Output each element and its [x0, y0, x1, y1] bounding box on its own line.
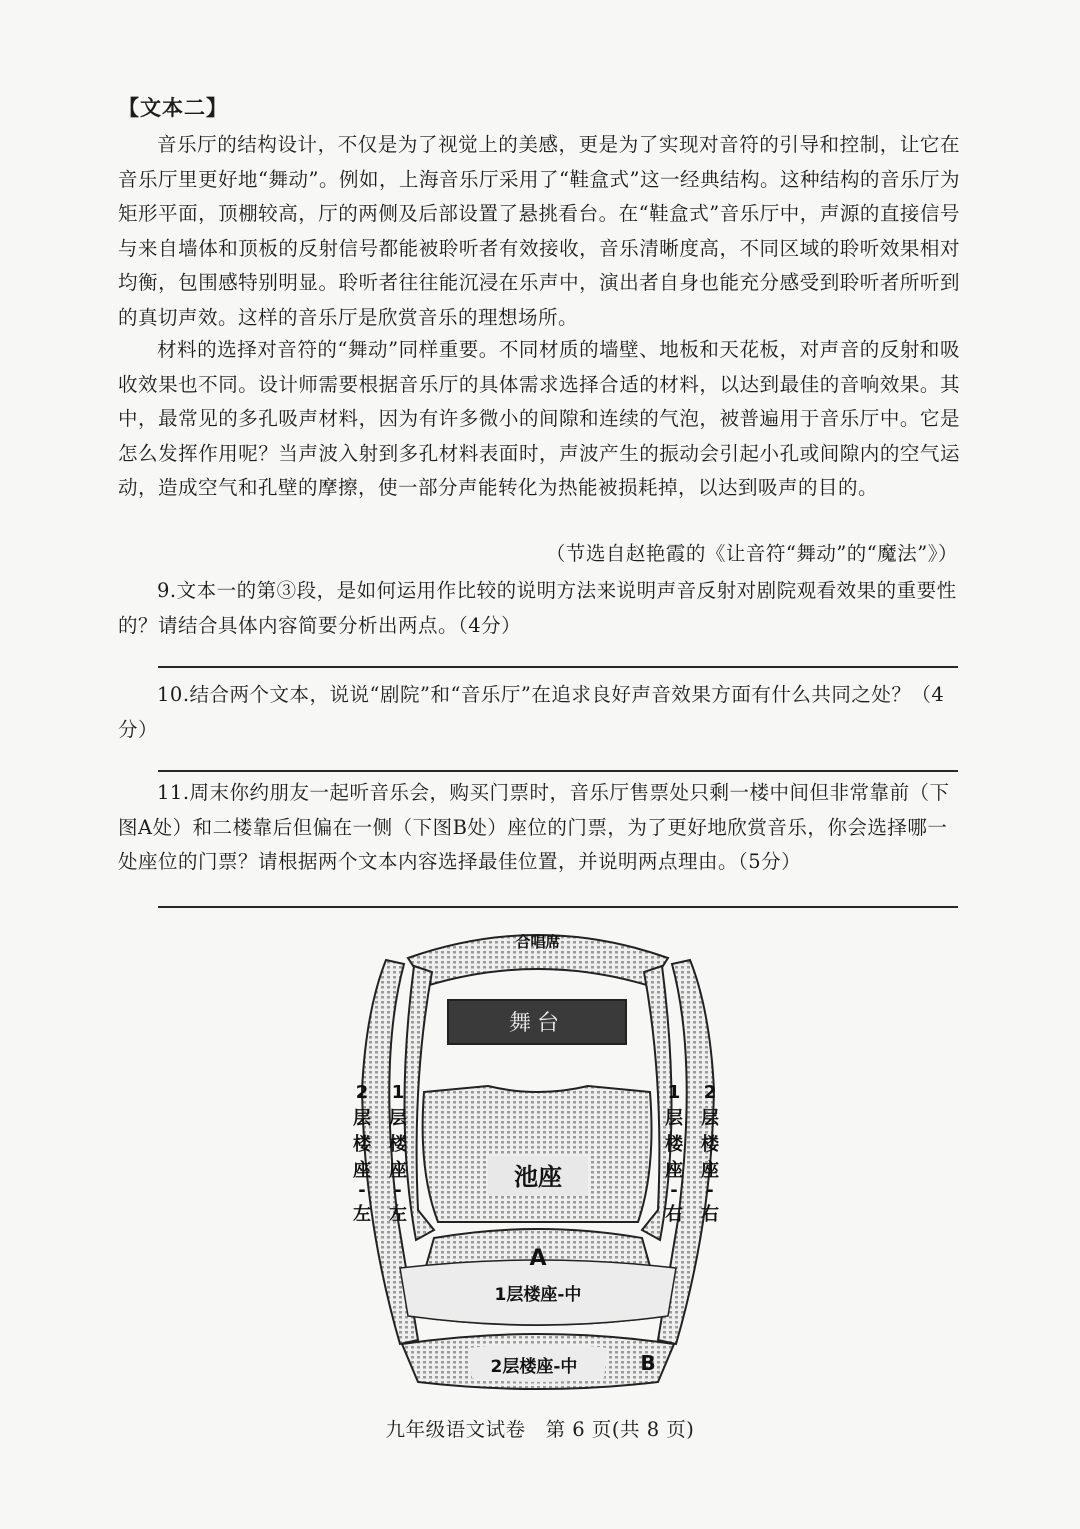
floor2-left-char: 座 [353, 1160, 371, 1181]
answer-line-11[interactable] [158, 906, 958, 908]
marker-a: A [529, 1246, 547, 1271]
floor2-left-char: 层 [353, 1108, 371, 1129]
section-heading: 【文本二】 [118, 95, 228, 120]
floor2-right-char: 2 [703, 1082, 717, 1103]
floor2-left-char: 左 [353, 1204, 371, 1225]
page-footer: 九年级语文试卷 第 6 页(共 8 页) [385, 1418, 695, 1441]
choir-label: 合唱席 [515, 933, 561, 951]
source-citation: （节选自赵艳霞的《让音符“舞动”的“魔法”》） [545, 542, 958, 565]
floor1-left-char: 1 [391, 1082, 405, 1103]
floor1-left-char: - [394, 1180, 402, 1201]
floor2-right-char: 座 [701, 1160, 719, 1181]
floor2-right-char: - [706, 1180, 714, 1201]
floor1-right-char: 1 [667, 1082, 681, 1103]
floor1-left-char: 层 [389, 1108, 407, 1129]
floor2-center-label: 2层楼座-中 [490, 1357, 578, 1377]
answer-line-9[interactable] [158, 666, 958, 668]
floor2-left-char: - [358, 1180, 366, 1201]
floor1-right-char: 右 [665, 1204, 683, 1225]
question-11: 11.周末你约朋友一起听音乐会，购买门票时，音乐厅售票处只剩一楼中间但非常靠前（下图A处）和二楼靠后但偏在一侧（下图B处）座位的门票，为了更好地欣赏音乐，你会选择哪一处座位的门票？请根据两个文本内容选择最佳位置，并说明两点理由。（5分） [118, 781, 950, 873]
paragraph-1: 音乐厅的结构设计，不仅是为了视觉上的美感，更是为了实现对音符的引导和控制，让它在音乐厅里更好地“舞动”。例如，上海音乐厅采用了“鞋盒式”这一经典结构。这种结构的音乐厅为矩形平面，顶棚较高，厅的两侧及后部设置了悬挑看台。在“鞋盒式”音乐厅中，声源的直接信号与来自墙体和顶板的反射信号都能被聆听者有效接收，音乐清晰度高，不同区域的聆听效果相对均衡，包围感特别明显。聆听者往往能沉浸在乐声中，演出者自身也能充分感受到聆听者所听到的真切声效。这样的音乐厅是欣赏音乐的理想场所。 [118, 133, 960, 329]
marker-b: B [640, 1351, 656, 1375]
stalls-section [423, 1086, 652, 1222]
floor1-center-label: 1层楼座-中 [494, 1285, 582, 1305]
floor1-right-char: 楼 [665, 1134, 683, 1155]
floor2-left-char: 2 [355, 1082, 369, 1103]
paragraph-2: 材料的选择对音符的“舞动”同样重要。不同材质的墙壁、地板和天花板，对声音的反射和吸收效果也不同。设计师需要根据音乐厅的具体需求选择合适的材料，以达到最佳的音响效果。其中，最常见的多孔吸声材料，因为有许多微小的间隙和连续的气泡，被普遍用于音乐厅中。它是怎么发挥作用呢？当声波入射到多孔材料表面时，声波产生的振动会引起小孔或间隙内的空气运动，造成空气和孔壁的摩擦，使一部分声能转化为热能被损耗掉，以达到吸声的目的。 [118, 338, 960, 499]
stage-label: 舞台 [508, 1011, 566, 1036]
question-10: 10.结合两个文本，说说“剧院”和“音乐厅”在追求良好声音效果方面有什么共同之处？（4分） [118, 683, 945, 741]
stalls-label: 池座 [514, 1163, 562, 1191]
floor1-right-char: - [670, 1180, 678, 1201]
seat-map-diagram [338, 920, 738, 1400]
floor2-right-char: 楼 [701, 1134, 719, 1155]
floor1-left-char: 楼 [389, 1134, 407, 1155]
floor1-left-char: 座 [389, 1160, 407, 1181]
floor1-right-char: 层 [665, 1108, 683, 1129]
floor2-left-char: 楼 [353, 1134, 371, 1155]
floor2-right-char: 右 [701, 1204, 719, 1225]
question-9: 9.文本一的第③段，是如何运用作比较的说明方法来说明声音反射对剧院观看效果的重要性的？请结合具体内容简要分析出两点。（4分） [118, 579, 957, 637]
floor2-right-char: 层 [701, 1108, 719, 1129]
answer-line-10[interactable] [158, 770, 958, 772]
floor1-right-char: 座 [665, 1160, 683, 1181]
floor1-left-char: 左 [389, 1204, 407, 1225]
